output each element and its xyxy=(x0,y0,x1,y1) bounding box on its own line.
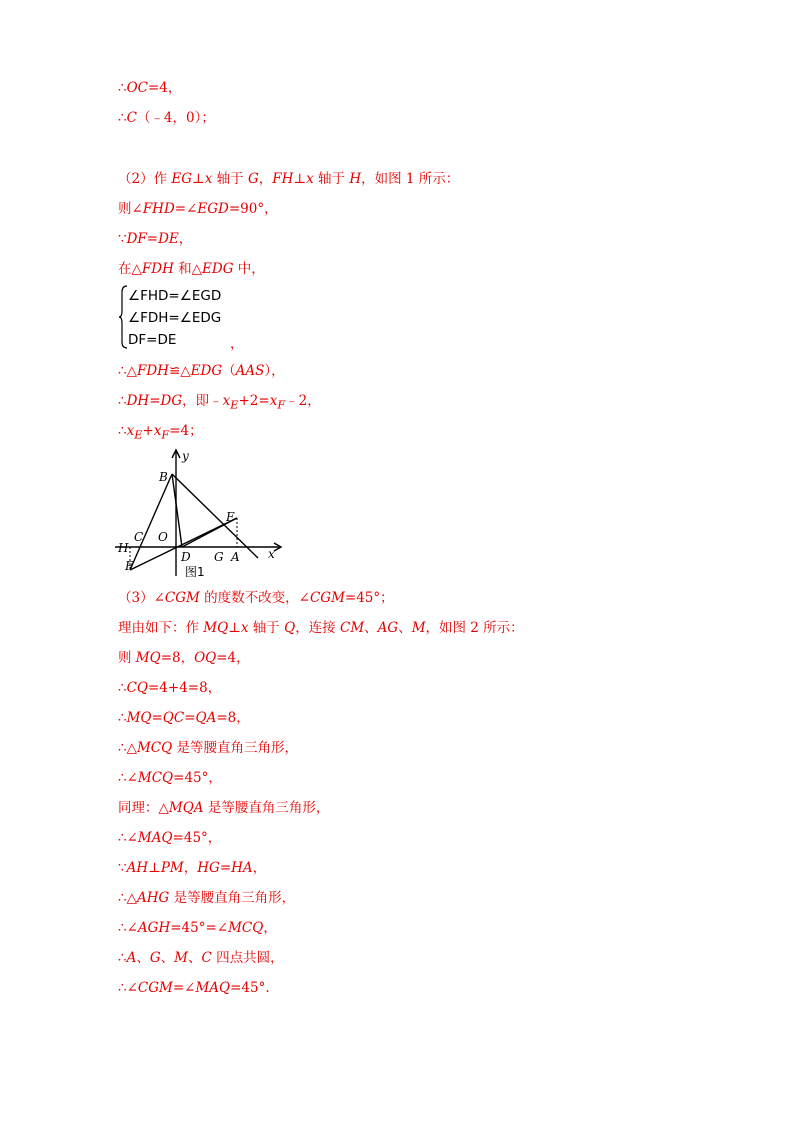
solution-line-oc: ∴OC=4， xyxy=(118,80,182,96)
figure-caption: 图1 xyxy=(185,565,205,579)
label-o: O xyxy=(158,530,168,544)
part3-cq: ∴CQ=4+4=8， xyxy=(118,680,222,696)
part2-dh-dg: ∴DH=DG，即$﹣x_E+2=x_F﹣2$， xyxy=(118,393,321,412)
label-e: E xyxy=(226,510,235,524)
label-g: G xyxy=(214,550,224,564)
part3-mq-oq: 则 MQ=8，OQ=4， xyxy=(118,650,250,666)
line-bf xyxy=(130,474,172,570)
part2-df-de: ∵DF=DE， xyxy=(118,231,193,247)
label-b: B xyxy=(159,470,168,484)
part2-congruent: ∴△FDH≌△EDG（AAS）， xyxy=(118,363,285,379)
line-bd xyxy=(172,474,182,547)
equation-system xyxy=(118,284,288,350)
part3-conclusion: ∴∠CGM=∠MAQ=45°. xyxy=(118,980,270,996)
solution-line-c-coord: ∴C（﹣4，0）； xyxy=(118,110,215,126)
part3-concyclic: ∴A、G、M、C 四点共圆， xyxy=(118,950,284,966)
part3-mcq-45: ∴∠MCQ=45°， xyxy=(118,770,222,786)
label-c: C xyxy=(134,530,144,544)
system-row-1: ∠FHD=∠EGD xyxy=(128,288,222,304)
system-row-2: ∠FDH=∠EDG xyxy=(128,310,222,326)
part3-mq-qc-qa: ∴MQ=QC=QA=8， xyxy=(118,710,250,726)
label-d: D xyxy=(181,550,191,564)
part3-reason: 理由如下：作 MQ⊥x 轴于 Q，连接 CM、AG、M，如图 2 所示： xyxy=(118,620,524,636)
part2-heading: （2）作 EG⊥x 轴于 G，FH⊥x 轴于 H，如图 1 所示： xyxy=(118,171,460,187)
part2-sum: $\therefore x_E+x_F=4$； xyxy=(118,423,203,442)
part3-mcq-isosceles: ∴△MCQ 是等腰直角三角形， xyxy=(118,740,299,756)
part3-ah-pm: ∵AH⊥PM，HG=HA， xyxy=(118,860,267,876)
part3-agh: ∴∠AGH=45°=∠MCQ， xyxy=(118,920,277,936)
part2-triangles: 在△FDH 和△EDG 中， xyxy=(118,261,265,277)
part2-angle-line: 则∠FHD=∠EGD=90°， xyxy=(118,201,278,217)
part3-maq-45: ∴∠MAQ=45°， xyxy=(118,830,222,846)
brace-icon xyxy=(118,284,128,350)
part3-heading: （3）∠CGM 的度数不改变，∠CGM=45°； xyxy=(118,590,394,606)
label-y: y xyxy=(182,449,189,463)
part3-mqa-isosceles: 同理：△MQA 是等腰直角三角形， xyxy=(118,800,330,816)
label-f: F xyxy=(125,559,134,573)
system-row-3: DF=DE xyxy=(128,332,177,348)
part3-ahg-isosceles: ∴△AHG 是等腰直角三角形， xyxy=(118,890,296,906)
figure-1 xyxy=(110,446,290,581)
label-a: A xyxy=(231,550,240,564)
system-comma: ， xyxy=(230,336,244,352)
label-x: x xyxy=(268,547,275,561)
label-h: H xyxy=(118,541,129,555)
